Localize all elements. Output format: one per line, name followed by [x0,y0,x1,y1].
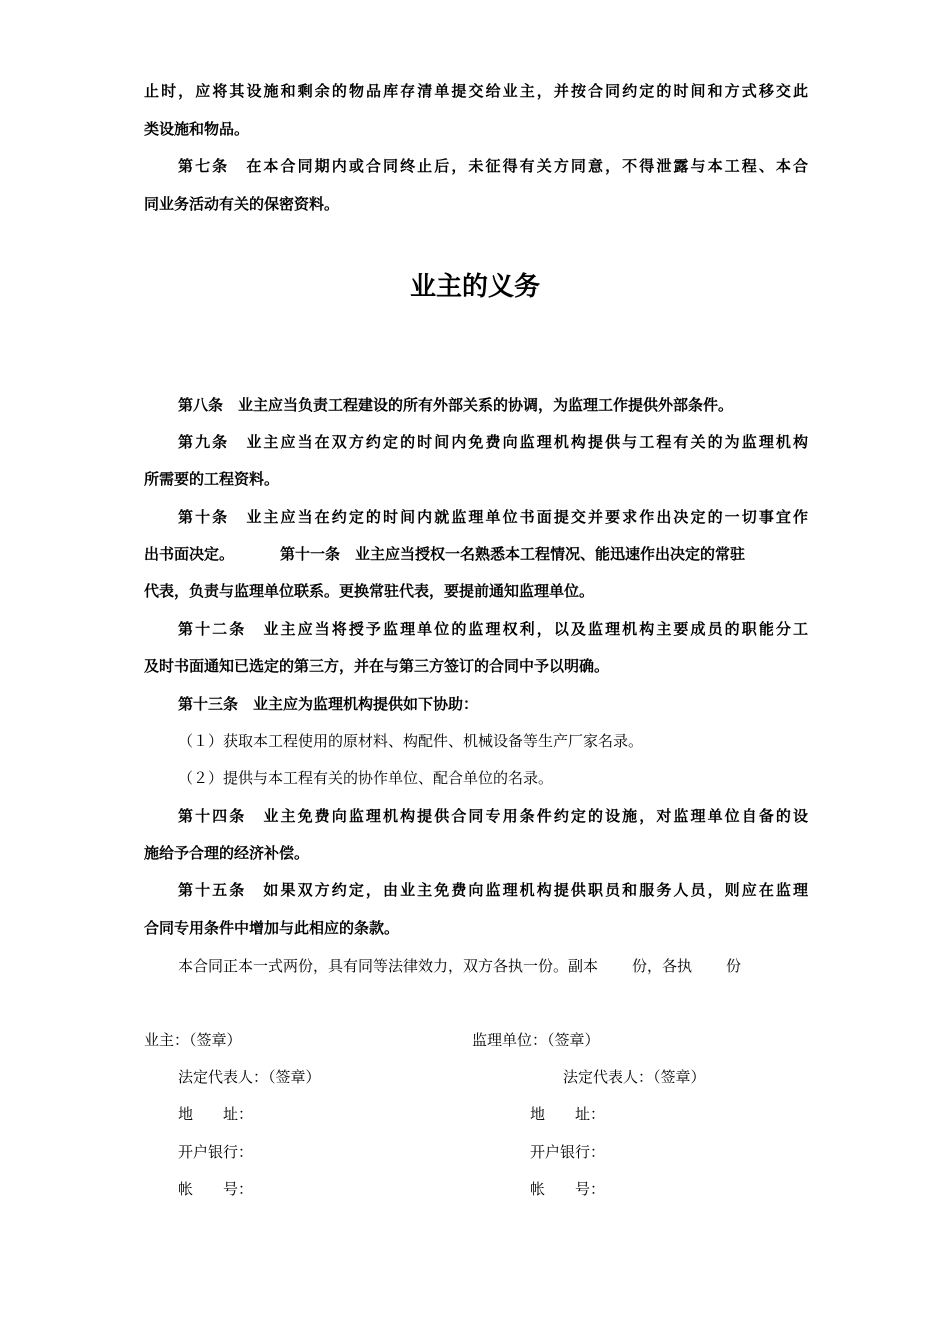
article-15-line-1: 第十五条 如果双方约定，由业主免费向监理机构提供职员和服务人员，则应在监理 [178,881,808,899]
owner-legal-rep: 法定代表人：（签章） [178,1068,321,1086]
supervisor-signature: 监理单位：（签章） [472,1031,600,1049]
article-10-line-2: 出书面决定。 [144,545,235,563]
article-12-line-2: 及时书面通知已选定的第三方，并在与第三方签订的合同中予以明确。 [144,657,610,675]
article-13-item-1: （１）获取本工程使用的原材料、构配件、机械设备等生产厂家名录。 [178,732,644,750]
owner-address-label-a: 地 [178,1105,194,1123]
article-7-line-1: 第七条 在本合同期内或合同终止后，未征得有关方同意，不得泄露与本工程、本合 [178,157,808,175]
article-8: 第八条 业主应当负责工程建设的所有外部关系的协调，为监理工作提供外部条件。 [178,396,734,414]
owner-bank: 开户银行： [178,1143,254,1161]
supervisor-legal-rep: 法定代表人：（签章） [563,1068,706,1086]
article-13: 第十三条 业主应为监理机构提供如下协助： [178,695,479,713]
copies-statement [178,955,808,977]
supervisor-account [530,1178,605,1200]
owner-account-label-b: 号： [223,1180,254,1198]
owner-account [178,1178,253,1200]
supervisor-address-label-a: 地 [530,1105,546,1123]
supervisor-account-label-b: 号： [575,1180,606,1198]
copies-text-c: 份 [726,957,742,975]
article-10-11-mixed-line [144,543,808,565]
supervisor-account-label-a: 帐 [530,1180,546,1198]
article-6-continuation-line-1: 止时，应将其设施和剩余的物品库存清单提交给业主，并按合同约定的时间和方式移交此 [144,82,808,100]
article-15-line-2: 合同专用条件中增加与此相应的条款。 [144,919,400,937]
article-10-line-1: 第十条 业主应当在约定的时间内就监理单位书面提交并要求作出决定的一切事宜作 [178,508,808,526]
supervisor-address [530,1103,605,1125]
supervisor-address-label-b: 址： [575,1105,606,1123]
owner-address [178,1103,253,1125]
article-13-item-2: （２）提供与本工程有关的协作单位、配合单位的名录。 [178,769,554,787]
article-11-line-1: 第十一条 业主应当授权一名熟悉本工程情况、能迅速作出决定的常驻 [280,545,746,563]
section-title: 业主的义务 [409,272,540,302]
copies-text-b: 份，各执 [632,957,693,975]
article-11-line-2: 代表，负责与监理单位联系。更换常驻代表，要提前通知监理单位。 [144,582,595,600]
owner-signature: 业主：（签章） [144,1031,242,1049]
owner-account-label-a: 帐 [178,1180,194,1198]
supervisor-bank: 开户银行： [530,1143,606,1161]
article-9-line-1: 第九条 业主应当在双方约定的时间内免费向监理机构提供与工程有关的为监理机构 [178,433,808,451]
copies-text-a: 本合同正本一式两份，具有同等法律效力，双方各执一份。副本 [178,957,599,975]
article-14-line-2: 施给予合理的经济补偿。 [144,844,310,862]
article-6-continuation-line-2: 类设施和物品。 [144,120,250,138]
article-12-line-1: 第十二条 业主应当将授予监理单位的监理权利，以及监理机构主要成员的职能分工 [178,620,808,638]
article-14-line-1: 第十四条 业主免费向监理机构提供合同专用条件约定的设施，对监理单位自备的设 [178,807,808,825]
article-9-line-2: 所需要的工程资料。 [144,470,280,488]
article-7-line-2: 同业务活动有关的保密资料。 [144,195,340,213]
owner-address-label-b: 址： [223,1105,254,1123]
